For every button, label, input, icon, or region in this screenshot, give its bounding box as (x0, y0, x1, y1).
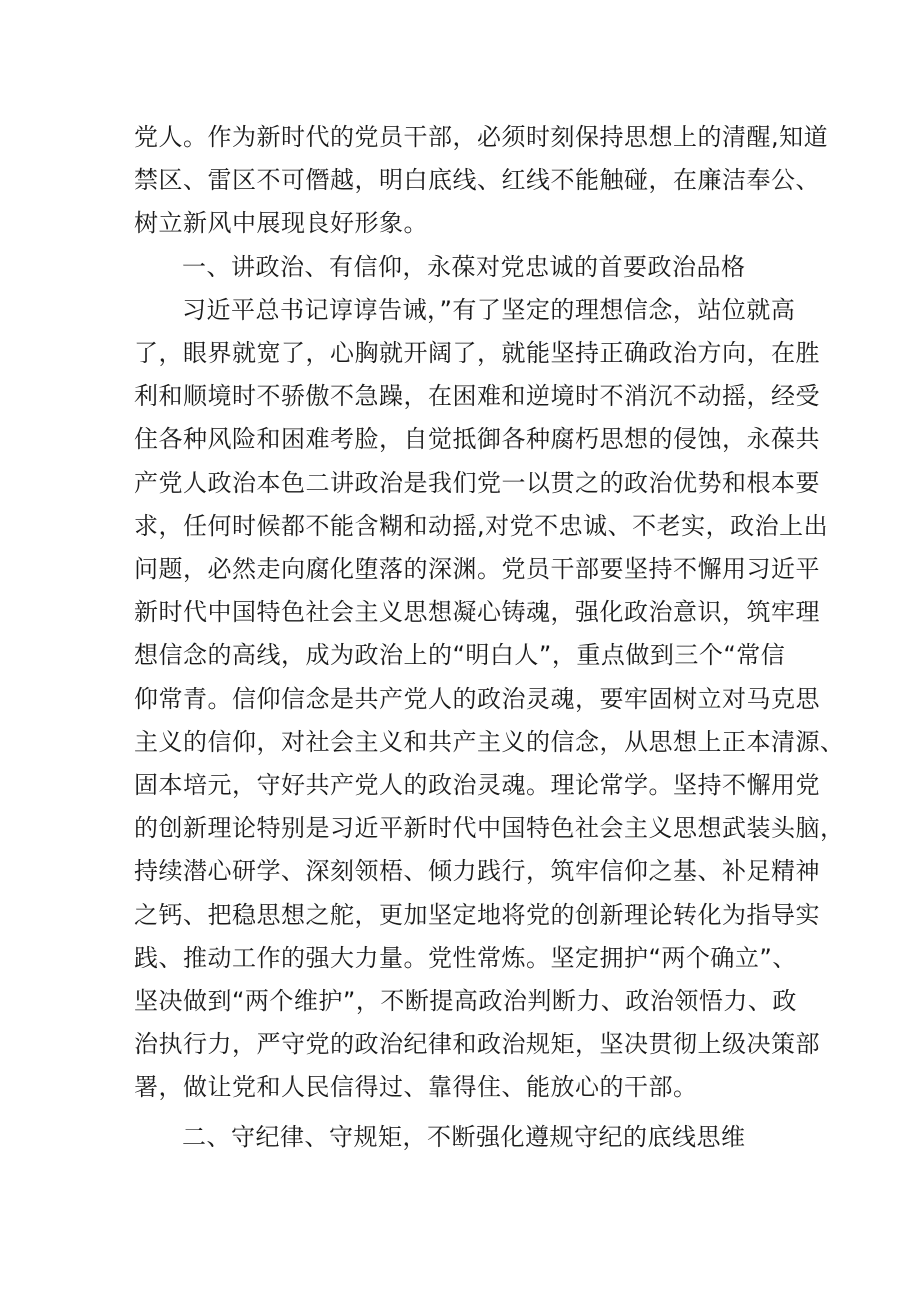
text-line: 利和顺境时不骄傲不急躁，在困难和逆境时不消沉不动摇，经受 (134, 382, 820, 410)
text-line: 想信念的高线，成为政治上的“明白人”，重点做到三个“常信 (134, 641, 786, 669)
section-heading: 一、讲政治、有信仰，永葆对党忠诚的首要政治品格 (182, 253, 746, 281)
text-line: 之钙、把稳思想之舵，更加坚定地将党的创新理论转化为指导实 (134, 901, 820, 929)
text-line: 产党人政治本色二讲政治是我们党一以贯之的政治优势和根本要 (134, 469, 820, 497)
text-line: 党人。作为新时代的党员干部，必须时刻保持思想上的清醒,知道 (134, 123, 829, 151)
text-line: 持续潜心研学、深刻领梧、倾力践行，筑牢信仰之基、补足精神 (134, 857, 820, 885)
text-line: 署，做让党和人民信得过、靠得住、能放心的干部。 (134, 1073, 698, 1101)
text-line: 坚决做到“两个维护”，不断提高政治判断力、政治领悟力、政 (134, 987, 797, 1015)
text-line: 主义的信仰，对社会主义和共产主义的信念，从思想上正本清源、 (134, 728, 845, 756)
text-line: 的创新理论特别是习近平新时代中国特色社会主义思想武装头脑， (134, 814, 845, 842)
text-line: 禁区、雷区不可僭越，明白底线、红线不能触碰，在廉洁奉公、 (134, 166, 820, 194)
text-line: 树立新风中展现良好形象。 (134, 209, 428, 237)
text-line: 仰常青。信仰信念是共产党人的政治灵魂，要牢固树立对马克思 (134, 685, 820, 713)
text-line: 求，任何时候都不能含糊和动摇,对党不忠诚、不老实，政治上出 (134, 512, 829, 540)
text-line: 习近平总书记谆谆告诫，”有了坚定的理想信念，站位就高 (182, 296, 796, 324)
text-line: 治执行力，严守党的政治纪律和政治规矩，坚决贯彻上级决策部 (134, 1030, 820, 1058)
text-line: 固本培元，守好共产党人的政治灵魂。理论常学。坚持不懈用党 (134, 771, 820, 799)
text-line: 了，眼界就宽了，心胸就开阔了，就能坚持正确政治方向，在胜 (134, 339, 820, 367)
text-line: 住各种风险和困难考脸，自觉抵御各种腐朽思想的侵蚀，永葆共 (134, 425, 820, 453)
text-line: 新时代中国特色社会主义思想凝心铸魂，强化政治意识，筑牢理 (134, 598, 820, 626)
text-line: 问题，必然走向腐化堕落的深渊。党员干部要坚持不懈用习近平 (134, 555, 820, 583)
text-line: 践、推动工作的强大力量。党性常炼。坚定拥护“两个确立”、 (134, 944, 797, 972)
section-heading: 二、守纪律、守规矩，不断强化遵规守纪的底线思维 (182, 1123, 746, 1151)
